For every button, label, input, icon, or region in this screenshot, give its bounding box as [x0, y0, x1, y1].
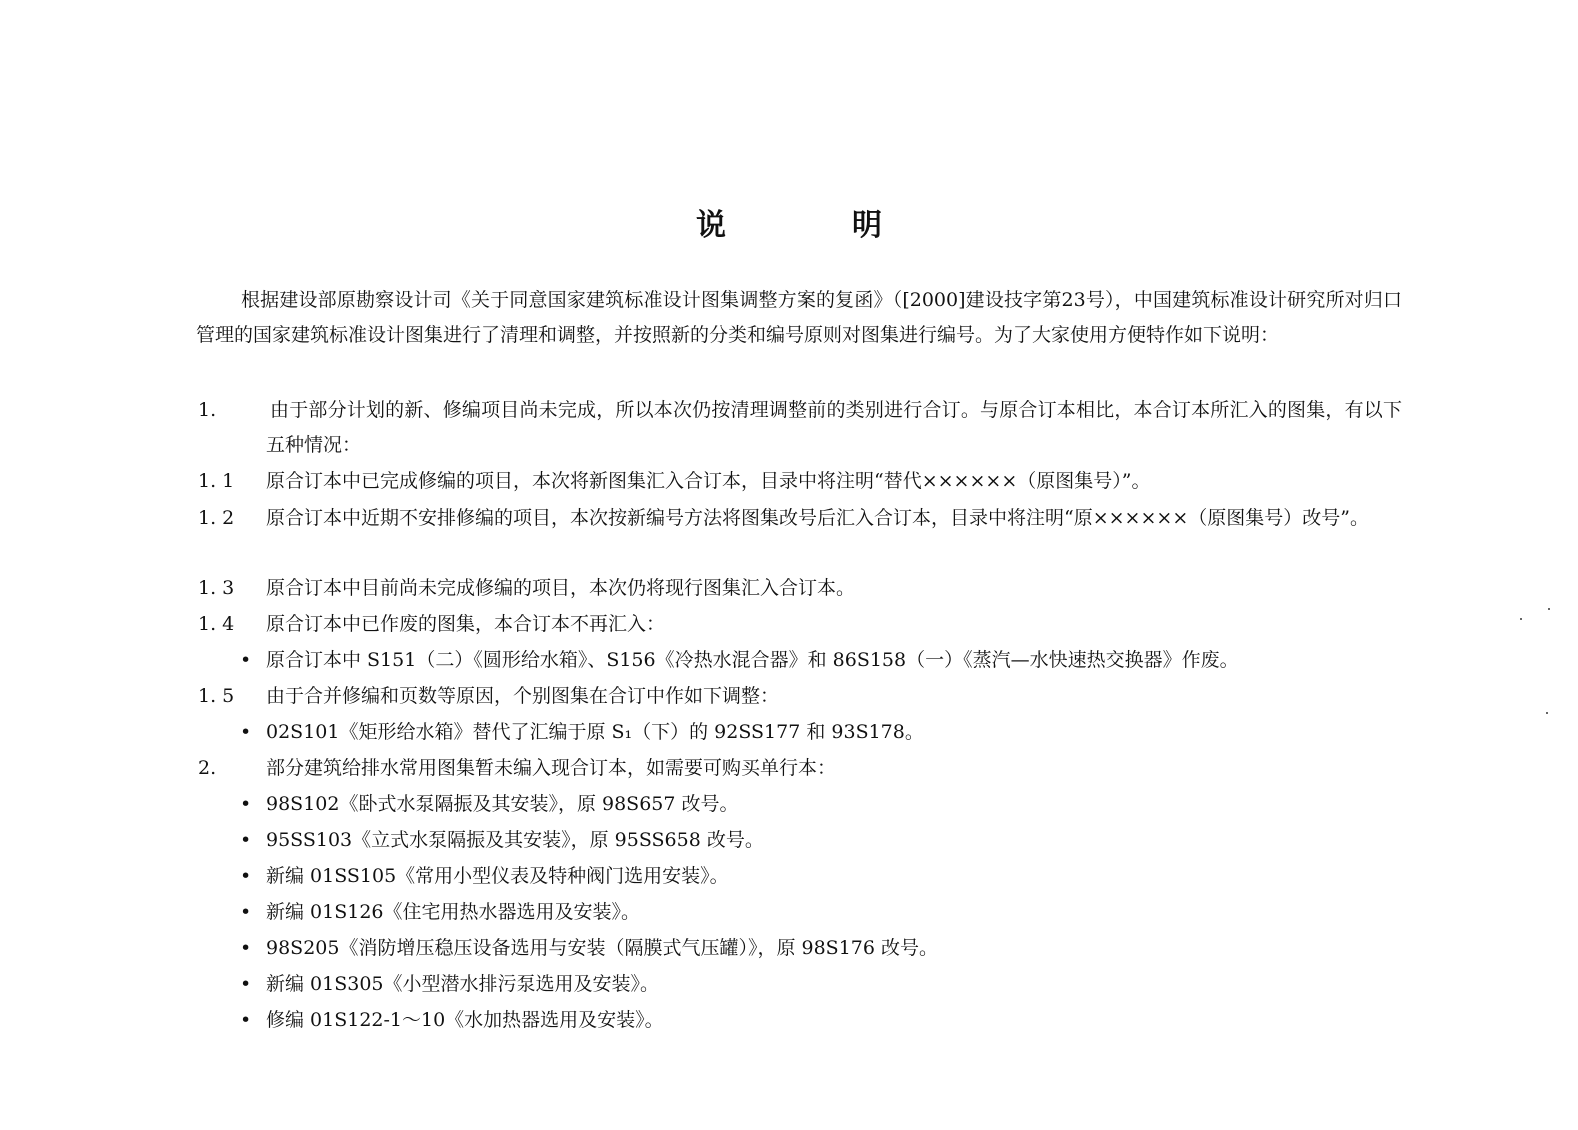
item-text: 原合订本中已作废的图集，本合订本不再汇入：: [266, 613, 666, 635]
bullet-icon: •: [240, 1009, 252, 1031]
bullet-text: 新编 01S126《住宅用热水器选用及安装》。: [266, 901, 640, 923]
bullet-icon: •: [240, 649, 252, 671]
bullet-icon: •: [240, 865, 252, 887]
scan-mark: [1520, 618, 1522, 620]
item-number: 1.: [198, 399, 217, 421]
bullet-icon: •: [240, 901, 252, 923]
bullet-text: 新编 01SS105《常用小型仪表及特种阀门选用安装》。: [266, 865, 729, 887]
bullet-text: 修编 01S122-1～10《水加热器选用及安装》。: [266, 1009, 664, 1031]
bullet-text: 02S101《矩形给水箱》替代了汇编于原 S₁（下）的 92SS177 和 93S178。: [266, 721, 924, 743]
scan-mark: [1548, 608, 1550, 610]
page-title: 说 明: [696, 208, 930, 243]
item-1-text: 由于部分计划的新、修编项目尚未完成，所以本次仍按清理调整前的类别进行合订。与原合订本相比，本合订本所汇入的图集，有以下五种情况：: [266, 399, 1402, 456]
item-number: 1. 4: [198, 613, 235, 635]
bullet-icon: •: [240, 937, 252, 959]
item-text: 由于合并修编和页数等原因，个别图集在合订中作如下调整：: [266, 685, 780, 707]
intro-paragraph: 根据建设部原勘察设计司《关于同意国家建筑标准设计图集调整方案的复函》（[2000]建设技字第23号），中国建筑标准设计研究所对归口管理的国家建筑标准设计图集进行了清理和调整，并按照新的分类和编号原则对图集进行编号。为了大家使用方便特作如下说明：: [196, 289, 1402, 346]
item-number: 1. 3: [198, 577, 235, 599]
bullet-icon: •: [240, 829, 252, 851]
item-text: 部分建筑给排水常用图集暂未编入现合订本，如需要可购买单行本：: [266, 757, 837, 779]
bullet-text: 新编 01S305《小型潜水排污泵选用及安装》。: [266, 973, 659, 995]
bullet-text: 98S205《消防增压稳压设备选用与安装（隔膜式气压罐）》，原 98S176 改号。: [266, 937, 938, 959]
item-text: 原合订本中已完成修编的项目，本次将新图集汇入合订本，目录中将注明“替代××××××（原图集号）”。: [266, 470, 1151, 492]
item-number: 1. 2: [198, 507, 235, 529]
bullet-text: 原合订本中 S151（二）《圆形给水箱》、S156《冷热水混合器》和 86S158（一）《蒸汽—水快速热交换器》作废。: [266, 649, 1239, 671]
item-number: 1. 1: [198, 470, 235, 492]
bullet-icon: •: [240, 721, 252, 743]
bullet-icon: •: [240, 793, 252, 815]
bullet-text: 95SS103《立式水泵隔振及其安装》，原 95SS658 改号。: [266, 829, 764, 851]
bullet-text: 98S102《卧式水泵隔振及其安装》，原 98S657 改号。: [266, 793, 739, 815]
item-number: 1. 5: [198, 685, 235, 707]
item-text: 原合订本中目前尚未完成修编的项目，本次仍将现行图集汇入合订本。: [266, 577, 856, 599]
item-number: 2.: [198, 757, 217, 779]
bullet-icon: •: [240, 973, 252, 995]
item-1-2-text: 原合订本中近期不安排修编的项目，本次按新编号方法将图集改号后汇入合订本，目录中将注明“原××××××（原图集号）改号”。: [266, 507, 1369, 529]
scan-mark: [1546, 712, 1548, 714]
